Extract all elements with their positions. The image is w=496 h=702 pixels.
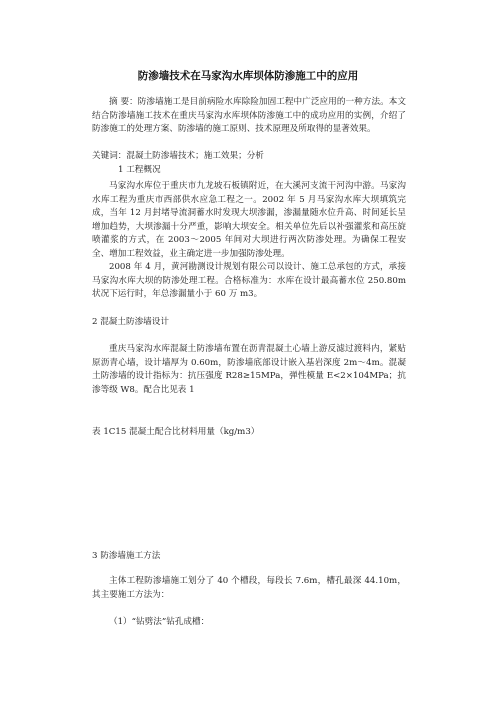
section-2-heading: 2 混凝土防渗墙设计 — [92, 317, 169, 327]
section-2-paragraph-1: 重庆马家沟水库混凝土防渗墙布置在沥青混凝土心墙上游反滤过渡料内，紧贴原沥青心墙，设计墙厚为 0.60m，防渗墙底部设计嵌入基岩深度 2m～4m。混凝土防渗墙的设计指标为：抗压强度 R28≥15MPa，弹性模量 E<2×104MPa；抗渗等级 W8。配合比见表 1 — [92, 344, 406, 395]
section-1-paragraph-2: 2008 年 4 月，黄河勘测设计规划有限公司以设计、施工总承包的方式，承接马家沟水库大坝的防渗处理工程。合格标准为：水库在设计最高蓄水位 250.80m 状况下运行时，年总渗漏量小于 60 万 m3。 — [92, 262, 406, 300]
section-1-heading: 1 工程概况 — [118, 165, 161, 175]
section-3-heading: 3 防渗墙施工方法 — [92, 551, 161, 561]
abstract: 摘 要：防渗墙施工是目前病险水库除险加固工程中广泛应用的一种方法。本文结合防渗墙施工技术在重庆马家沟水库坝体防渗施工中的成功应用的实例，介绍了防渗施工的处理方案、防渗墙的施工原则、技术原理及所取得的显著效果。 — [92, 97, 406, 135]
table-1-caption: 表 1C15 混凝土配合比材料用量（kg/m3） — [92, 427, 260, 437]
document-title: 防渗墙技术在马家沟水库坝体防渗施工中的应用 — [137, 70, 359, 82]
section-1-paragraph-1: 马家沟水库位于重庆市九龙坡石板镇附近，在大溪河支流干河沟中游。马家沟水库工程为重庆市西部供水应急工程之一。2002 年 5 月马家沟水库大坝填筑完成，当年 12 月封堵导流洞蓄水时发现大坝渗漏，渗漏量随水位升高、时间延长呈增加趋势，大坝渗漏十分严重，影响大坝安全。相关单位先后以补强灌浆和高压旋喷灌浆的方式，在 2003～2005 年间对大坝进行两次防渗处理。为确保工程安全、增加工程效益，业主确定进一步加强防渗处理。 — [92, 181, 406, 259]
section-3-paragraph-1: 主体工程防渗墙施工划分了 40 个槽段，每段长 7.6m，槽孔最深 44.10m，其主要施工方法为： — [92, 576, 406, 600]
keywords: 关键词：混凝土防渗墙技术；施工效果；分析 — [92, 151, 264, 161]
section-3-item-1: （1）“钻劈法”钻孔成槽： — [109, 617, 210, 627]
